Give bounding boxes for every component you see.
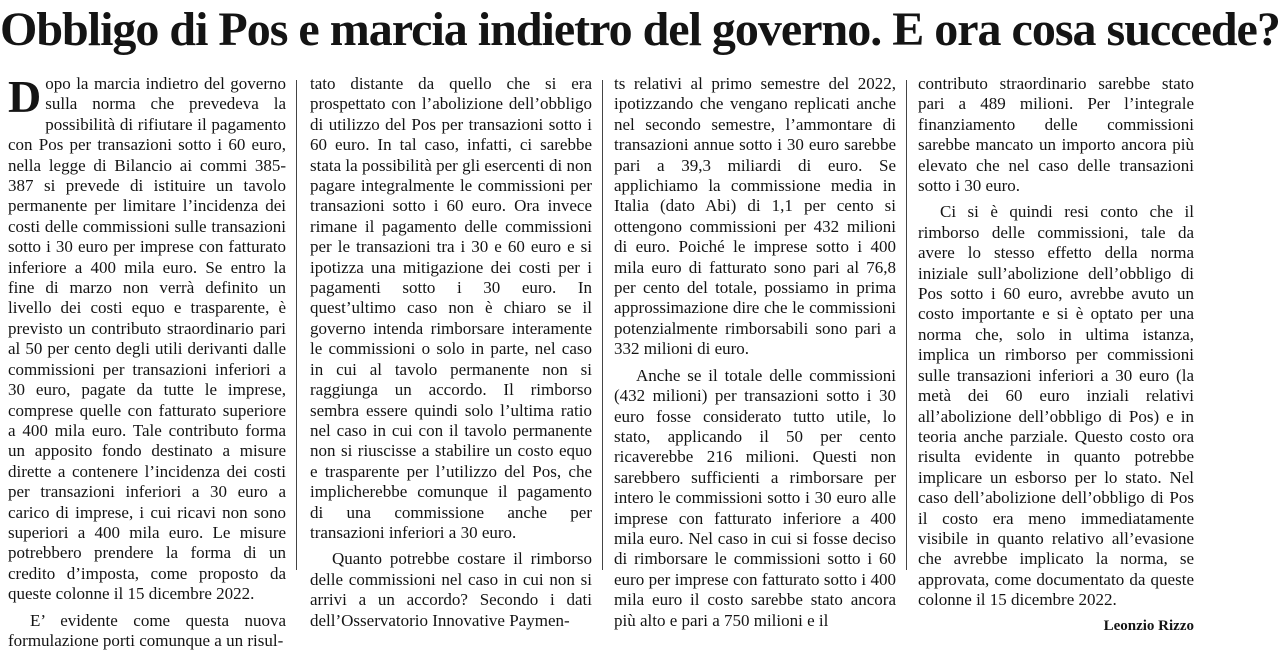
article-headline: Obbligo di Pos e marcia indietro del governo. E ora cosa succede? bbox=[0, 3, 1280, 56]
column-divider bbox=[296, 80, 297, 570]
column-1 bbox=[8, 71, 286, 650]
drop-cap: D bbox=[8, 71, 42, 122]
paragraph: tato distante da quello che si era prospettato con l’abolizione dell’obbligo di utilizzo del Pos per transazioni sotto i 60 euro. In tal caso, infatti, ci sarebbe stata la possibilità per gli esercenti di non pagare integralmente le commissioni per transazioni sotto i 60 euro. Ora invece rimane il pagamento delle commissioni per le transazioni tra i 30 e 60 euro e si ipotizza una mitigazione dei costi per i pagamenti sotto i 30 euro. In quest’ultimo caso non è chiaro se il governo intenda rimborsare interamente le commissioni o solo in parte, nel caso in cui al tavolo permanente non si raggiunga un accordo. Il rimborso sembra essere quindi solo l’ultima ratio nel caso in cui con il tavolo permanente non si riuscisse a stabilire un costo equo e trasparente per l’utilizzo del Pos, che implicherebbe comunque il pagamento di una commissione anche per transazioni inferiori a 30 euro. bbox=[310, 74, 592, 542]
paragraph: E’ evidente come questa nuova formulazione porti comunque a un risul- bbox=[8, 610, 286, 650]
paragraph: Quanto potrebbe costare il rimborso delle commissioni nel caso in cui non si arrivi a un accordo? Secondo i dati dell’Osservatorio Innovative Paymen- bbox=[310, 549, 592, 630]
paragraph: Ci si è quindi resi conto che il rimborso delle commissioni, tale da avere lo stesso effetto della norma iniziale sull’abolizione dell’obbligo di Pos sotto i 60 euro, avrebbe avuto un costo importante e si è optato per una norma che, solo in ultima istanza, implica un rimborso per commissioni sulle transazioni inferiori a 30 euro (la metà dei 60 euro inziali relativi all’abolizione dell’obbligo di Pos) e in teoria anche parziale. Questo costo ora risulta evidente in quanto potrebbe implicare un esborso per lo stato. Nel caso dell’abolizione dell’obbligo di Pos il costo era meno immediatamente visibile in quanto relativo all’evasione che avrebbe implicato la norma, se approvata, come documentato da queste colonne il 15 dicembre 2022. bbox=[918, 202, 1194, 610]
author-signature: Leonzio Rizzo bbox=[1103, 617, 1194, 634]
column-divider bbox=[602, 80, 603, 570]
column-divider bbox=[906, 80, 907, 570]
paragraph: Anche se il totale delle commissioni (432 milioni) per transazioni sotto i 30 euro fosse considerato tutto utile, lo stato, applicando il 50 per cento ricaverebbe 216 milioni. Questi non sarebbero sufficienti a rimborsare per intero le commissioni sotto i 30 euro alle imprese con fatturato inferiore a 400 mila euro. Nel caso in cui si fosse deciso di rimborsare le commissioni sotto i 60 euro per imprese con fatturato sotto i 400 mila euro il costo sarebbe stato ancora più alto e pari a 750 milioni e il bbox=[614, 365, 896, 630]
paragraph bbox=[8, 71, 286, 605]
column-3 bbox=[614, 74, 896, 630]
column-2 bbox=[310, 74, 592, 630]
paragraph: contributo straordinario sarebbe stato pari a 489 milioni. Per l’integrale finanziamento delle commissioni sarebbe mancato un importo ancora più elevato che nel caso delle transazioni sotto i 30 euro. bbox=[918, 74, 1194, 196]
paragraph-text: opo la marcia indietro del governo sulla norma che prevedeva la possibilità di rifiutare il pagamento con Pos per transazioni sotto i 60 euro, nella legge di Bilancio ai commi 385-387 si prevede di istituire un tavolo permanente per limitare l’incidenza dei costi delle commissioni sulle transazioni sotto i 30 euro per imprese con fatturato inferiore a 400 mila euro. Se entro la fine di marzo non verrà definito un livello dei costi equo e trasparente, è previsto un contributo straordinario pari al 50 per cento degli utili derivanti dalle commissioni per transazioni inferiori a 30 euro, pagate da tutte le imprese, comprese quelle con fatturato superiore a 400 mila euro. Tale contributo forma un apposito fondo destinato a misure dirette a contenere l’incidenza dei costi per transazioni inferiori a 30 euro a carico di imprese, i cui ricavi non sono superiori a 400 mila euro. Le misure potrebbero prendere la forma di un credito d’imposta, come proposto da queste colonne il 15 dicembre 2022. bbox=[8, 74, 286, 604]
article-body bbox=[0, 68, 1200, 650]
column-4 bbox=[918, 74, 1194, 634]
paragraph: ts relativi al primo semestre del 2022, ipotizzando che vengano replicati anche nel secondo semestre, l’ammontare di transazioni annue sotto i 30 euro sarebbe pari a 39,3 miliardi di euro. Se applichiamo la commissione media in Italia (dato Abi) di 1,1 per cento si ottengono commissioni per 432 milioni di euro. Poiché le imprese sotto i 400 mila euro di fatturato sono pari al 76,8 per cento del totale, possiamo in prima approssimazione dire che le commissioni potenzialmente rimborsabili sono pari a 332 milioni di euro. bbox=[614, 74, 896, 359]
